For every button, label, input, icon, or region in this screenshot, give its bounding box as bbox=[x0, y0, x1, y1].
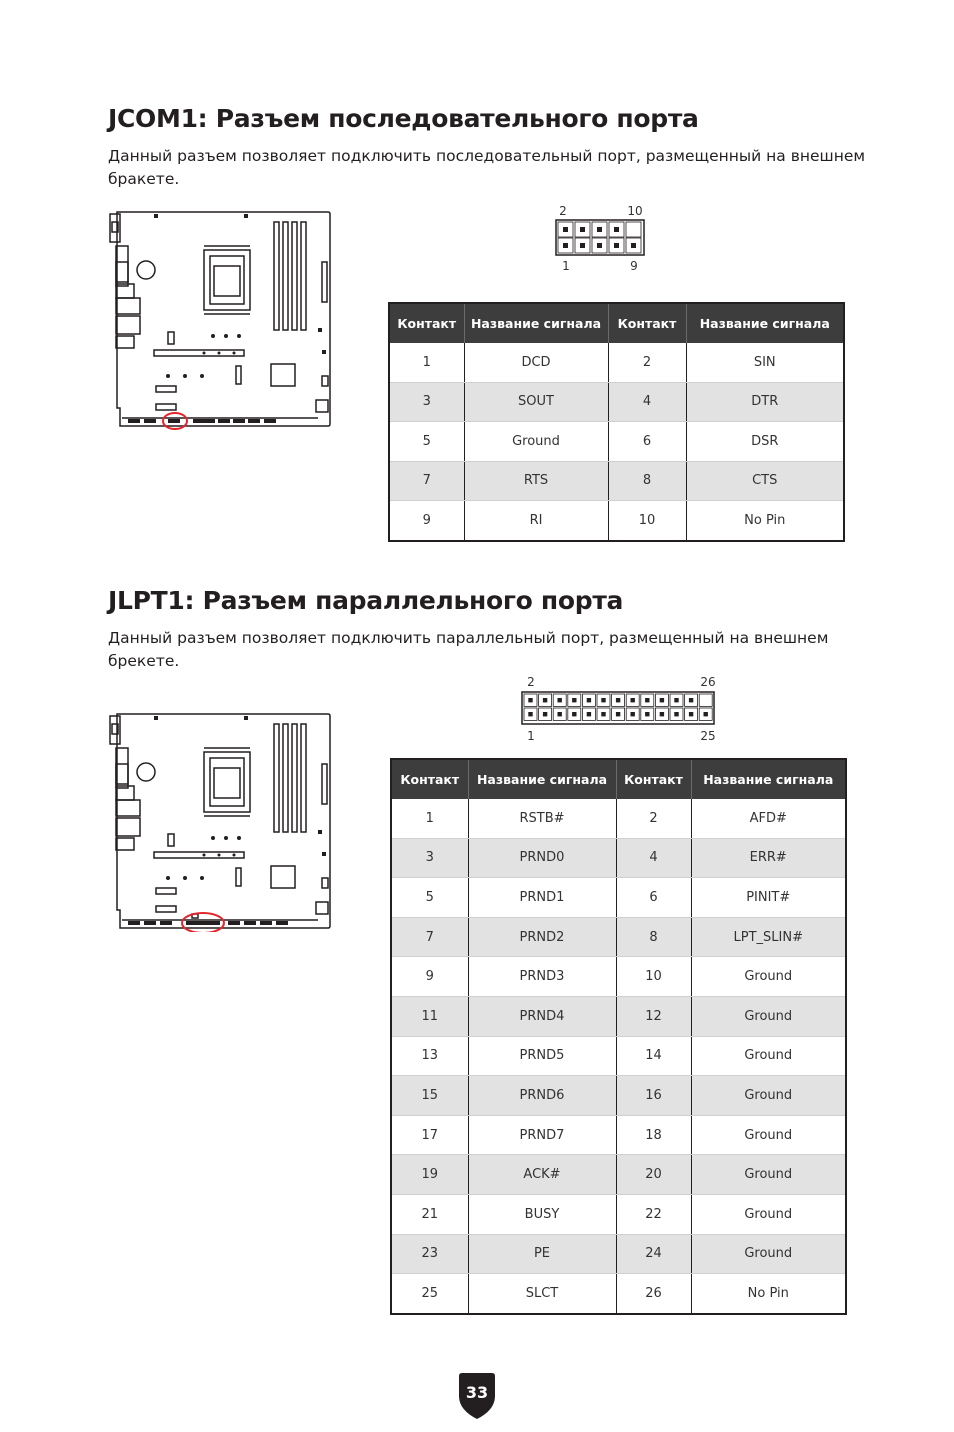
table-cell: 4 bbox=[608, 382, 686, 422]
table-cell: PRND2 bbox=[468, 917, 616, 957]
table-cell: 2 bbox=[608, 343, 686, 382]
col-header-pin: Контакт bbox=[391, 759, 468, 799]
table-cell: 6 bbox=[608, 422, 686, 462]
table-cell: RI bbox=[464, 501, 608, 541]
pin bbox=[528, 698, 532, 702]
table-cell: Ground bbox=[691, 957, 846, 997]
table-cell: 12 bbox=[616, 996, 691, 1036]
table-cell: 15 bbox=[391, 1076, 468, 1116]
table-cell: 13 bbox=[391, 1036, 468, 1076]
table-cell: 1 bbox=[389, 343, 464, 382]
table-row bbox=[389, 343, 844, 382]
pin bbox=[660, 698, 664, 702]
table-row bbox=[391, 996, 846, 1036]
table-row bbox=[389, 461, 844, 501]
table-header-row bbox=[391, 759, 846, 799]
table-cell: 26 bbox=[616, 1274, 691, 1314]
jcom1-description: Данный разъем позволяет подключить последовательный порт, размещенный на внешнем бракете. bbox=[108, 147, 866, 188]
pin-label-bottom-left: 1 bbox=[562, 259, 570, 273]
pin bbox=[601, 698, 605, 702]
table-cell: PE bbox=[468, 1234, 616, 1274]
table-cell: 10 bbox=[616, 957, 691, 997]
table-cell: CTS bbox=[686, 461, 844, 501]
jlpt1-pin-table bbox=[390, 758, 847, 1315]
col-header-signal: Название сигнала bbox=[691, 759, 846, 799]
table-row bbox=[391, 917, 846, 957]
table-row bbox=[391, 799, 846, 838]
pin bbox=[558, 712, 562, 716]
table-row bbox=[391, 1155, 846, 1195]
table-cell: No Pin bbox=[686, 501, 844, 541]
col-header-signal: Название сигнала bbox=[686, 303, 844, 343]
jcom1-pin-header bbox=[548, 200, 658, 278]
table-row bbox=[391, 878, 846, 918]
table-cell: Ground bbox=[691, 1076, 846, 1116]
motherboard-diagram-jlpt1 bbox=[108, 712, 334, 932]
pin bbox=[660, 712, 664, 716]
table-row bbox=[389, 501, 844, 541]
jcom1-pin-table bbox=[388, 302, 845, 542]
pin-label-bottom-left: 1 bbox=[527, 729, 535, 743]
jlpt1-pin-header bbox=[516, 672, 726, 748]
table-cell: 3 bbox=[389, 382, 464, 422]
table-row bbox=[391, 1274, 846, 1314]
pin bbox=[689, 712, 693, 716]
table-cell: Ground bbox=[691, 1115, 846, 1155]
table-cell: SOUT bbox=[464, 382, 608, 422]
table-cell: 8 bbox=[616, 917, 691, 957]
table-row bbox=[391, 1194, 846, 1234]
pin bbox=[572, 698, 576, 702]
table-cell: 8 bbox=[608, 461, 686, 501]
page-number: 33 bbox=[465, 1383, 489, 1402]
table-cell: Ground bbox=[691, 996, 846, 1036]
col-header-signal: Название сигнала bbox=[468, 759, 616, 799]
pin bbox=[674, 712, 678, 716]
col-header-pin: Контакт bbox=[608, 303, 686, 343]
table-cell: Ground bbox=[691, 1194, 846, 1234]
table-cell: PRND5 bbox=[468, 1036, 616, 1076]
pin-label-top-right: 10 bbox=[627, 204, 643, 218]
pin bbox=[543, 698, 547, 702]
table-cell: 24 bbox=[616, 1234, 691, 1274]
table-row bbox=[391, 1036, 846, 1076]
pin-label-top-left: 2 bbox=[527, 675, 535, 689]
table-cell: PRND4 bbox=[468, 996, 616, 1036]
pin bbox=[572, 712, 576, 716]
pin bbox=[645, 712, 649, 716]
table-cell: 22 bbox=[616, 1194, 691, 1234]
table-cell: 5 bbox=[389, 422, 464, 462]
table-cell: PRND0 bbox=[468, 838, 616, 878]
table-cell: 16 bbox=[616, 1076, 691, 1116]
table-row bbox=[389, 382, 844, 422]
table-cell: 2 bbox=[616, 799, 691, 838]
pin bbox=[704, 712, 708, 716]
table-cell: PRND1 bbox=[468, 878, 616, 918]
table-cell: 11 bbox=[391, 996, 468, 1036]
table-cell: No Pin bbox=[691, 1274, 846, 1314]
pin bbox=[689, 698, 693, 702]
table-cell: SIN bbox=[686, 343, 844, 382]
table-cell: 18 bbox=[616, 1115, 691, 1155]
pin bbox=[616, 698, 620, 702]
table-cell: ERR# bbox=[691, 838, 846, 878]
table-cell: 25 bbox=[421, 1285, 439, 1301]
pin bbox=[543, 712, 547, 716]
pin bbox=[674, 698, 678, 702]
table-cell: 6 bbox=[616, 878, 691, 918]
pin bbox=[528, 712, 532, 716]
jlpt1-description: Данный разъем позволяет подключить параллельный порт, размещенный на внешнем брекете. bbox=[108, 629, 829, 670]
table-cell: RTS bbox=[464, 461, 608, 501]
table-cell: 7 bbox=[389, 461, 464, 501]
pin bbox=[587, 712, 591, 716]
table-cell: Ground bbox=[691, 1036, 846, 1076]
table-cell: 1 bbox=[391, 799, 468, 838]
table-row bbox=[391, 1076, 846, 1116]
table-cell: 4 bbox=[616, 838, 691, 878]
table-cell: RSTB# bbox=[468, 799, 616, 838]
table-cell: BUSY bbox=[468, 1194, 616, 1234]
table-cell: DCD bbox=[464, 343, 608, 382]
table-cell: DSR bbox=[686, 422, 844, 462]
table-cell: SLCT bbox=[468, 1274, 616, 1314]
pin bbox=[631, 698, 635, 702]
table-row bbox=[391, 957, 846, 997]
table-cell: 21 bbox=[391, 1194, 468, 1234]
table-row bbox=[391, 1115, 846, 1155]
table-cell: PRND6 bbox=[468, 1076, 616, 1116]
table-cell: 23 bbox=[391, 1234, 468, 1274]
table-cell: 9 bbox=[422, 512, 431, 528]
pin bbox=[645, 698, 649, 702]
table-cell: 10 bbox=[608, 501, 686, 541]
table-header-row bbox=[389, 303, 844, 343]
table-cell: PRND3 bbox=[468, 957, 616, 997]
table-cell: 3 bbox=[391, 838, 468, 878]
table-cell: ACK# bbox=[468, 1155, 616, 1195]
col-header-pin: Контакт bbox=[616, 759, 691, 799]
table-cell: 9 bbox=[391, 957, 468, 997]
pin bbox=[587, 698, 591, 702]
table-row bbox=[389, 422, 844, 462]
table-cell: Ground bbox=[464, 422, 608, 462]
table-cell: 19 bbox=[391, 1155, 468, 1195]
table-cell: 14 bbox=[616, 1036, 691, 1076]
pin bbox=[601, 712, 605, 716]
col-header-signal: Название сигнала bbox=[464, 303, 608, 343]
pin bbox=[631, 712, 635, 716]
pin-label-top-left: 2 bbox=[559, 204, 567, 218]
table-cell: PRND7 bbox=[468, 1115, 616, 1155]
table-row bbox=[391, 838, 846, 878]
jlpt1-title: JLPT1: Разъем параллельного порта bbox=[108, 586, 624, 615]
pin-label-top-right: 26 bbox=[700, 675, 716, 689]
table-cell: PINIT# bbox=[691, 878, 846, 918]
jcom1-title: JCOM1: Разъем последовательного порта bbox=[108, 104, 699, 133]
table-cell: Ground bbox=[691, 1234, 846, 1274]
motherboard-diagram-jcom1 bbox=[108, 210, 334, 430]
pin-label-bottom-right: 25 bbox=[700, 729, 716, 743]
table-cell: 5 bbox=[391, 878, 468, 918]
pin-label-bottom-right: 9 bbox=[630, 259, 638, 273]
table-row bbox=[391, 1234, 846, 1274]
pin bbox=[558, 698, 562, 702]
col-header-pin: Контакт bbox=[389, 303, 464, 343]
table-cell: AFD# bbox=[691, 799, 846, 838]
pin bbox=[616, 712, 620, 716]
table-cell: Ground bbox=[691, 1155, 846, 1195]
table-cell: DTR bbox=[686, 382, 844, 422]
table-cell: 7 bbox=[391, 917, 468, 957]
table-cell: 20 bbox=[616, 1155, 691, 1195]
table-cell: LPT_SLIN# bbox=[691, 917, 846, 957]
table-cell: 17 bbox=[391, 1115, 468, 1155]
